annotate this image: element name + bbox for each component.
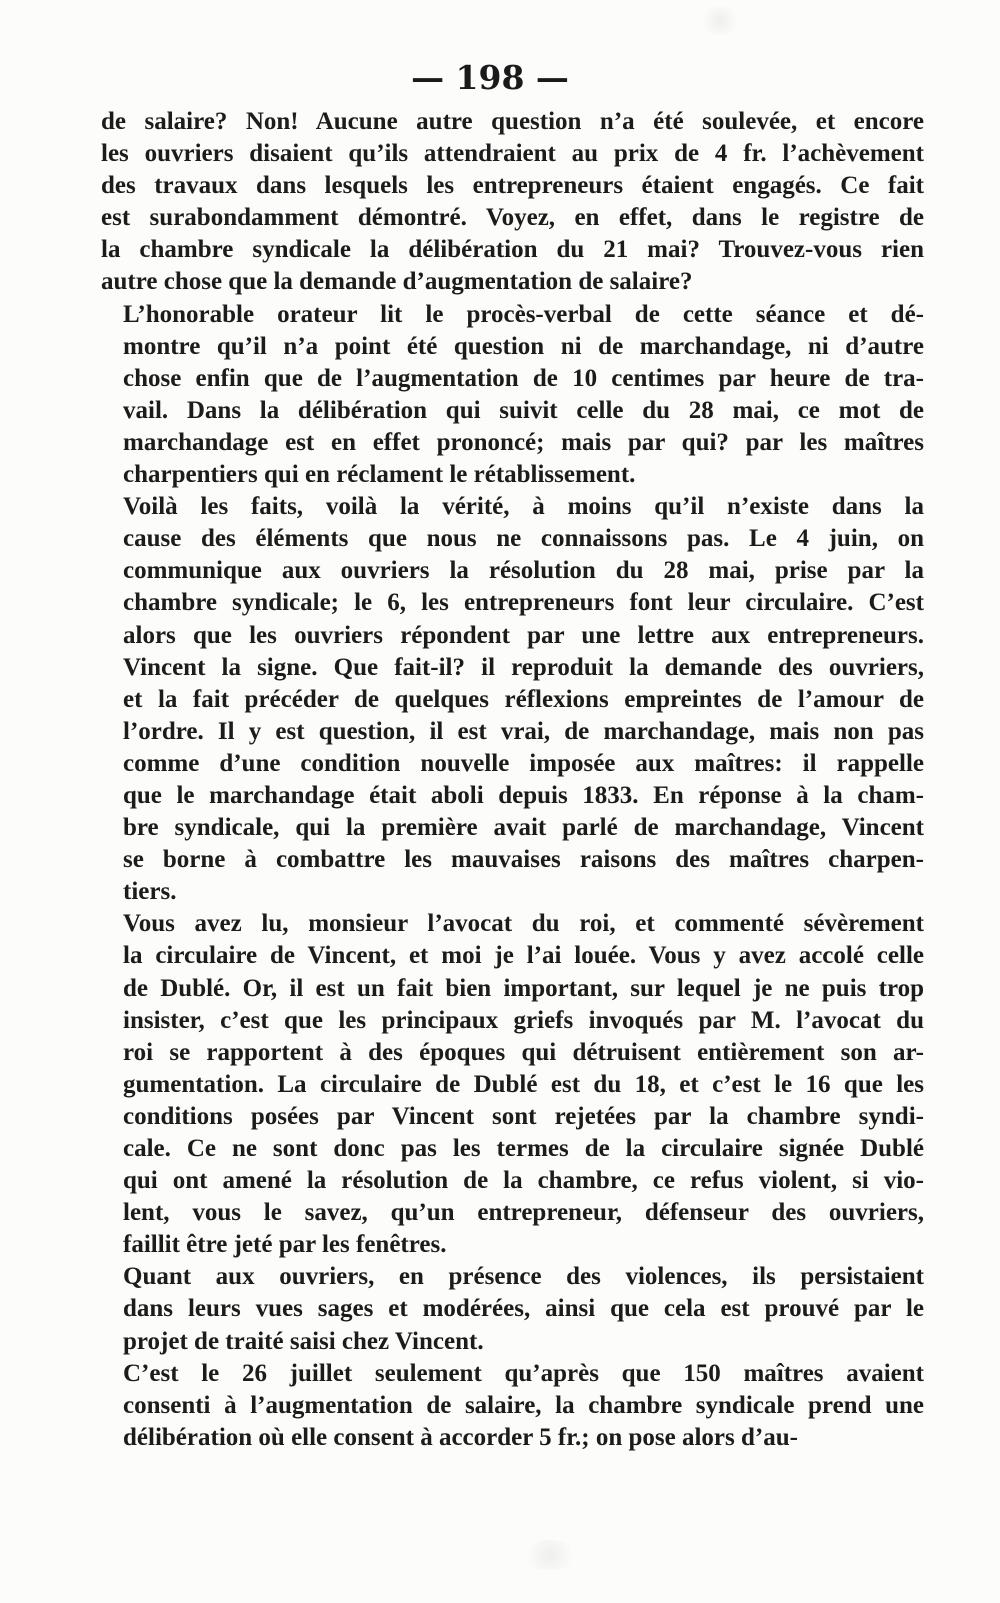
text-line: dans leurs vues sages et modérées, ainsi que cela est prouvé par le [123, 1295, 924, 1323]
text-line: Quant aux ouvriers, en présence des violences, ils persistaient [123, 1263, 924, 1291]
text-line: comme d’une condition nouvelle imposée aux maîtres: il rappelle [123, 749, 924, 777]
text-line: conditions posées par Vincent sont rejetées par la chambre syndi- [123, 1102, 924, 1130]
text-line: Vincent la signe. Que fait-il? il reproduit la demande des ouvriers, [123, 653, 924, 681]
paper-stain [520, 1540, 580, 1570]
text-line: des travaux dans lesquels les entrepreneurs étaient engagés. Ce fait [101, 172, 924, 200]
text-line: L’honorable orateur lit le procès-verbal de cette séance et dé- [123, 300, 924, 328]
text-line: de salaire? Non! Aucune autre question n’a été soulevée, et encore [101, 108, 924, 135]
text-line: l’ordre. Il y est question, il est vrai, de marchandage, mais non pas [123, 717, 924, 745]
page-number: — 198 — [411, 58, 569, 97]
text-line: se borne à combattre les mauvaises raisons des maîtres charpen- [123, 846, 924, 874]
text-line: marchandage est en effet prononcé; mais par qui? par les maîtres [123, 428, 924, 456]
paragraph [101, 491, 924, 908]
text-line: chose enfin que de l’augmentation de 10 centimes par heure de tra- [123, 364, 924, 392]
text-line: faillit être jeté par les fenêtres. [123, 1231, 447, 1259]
text-line: la chambre syndicale la délibération du 21 mai? Trouvez-vous rien [101, 236, 924, 264]
text-line: montre qu’il n’a point été question ni de marchandage, ni d’autre [123, 332, 924, 360]
text-line: qui ont amené la résolution de la chambre, ce refus violent, si vio- [123, 1167, 924, 1195]
text-line: tiers. [123, 878, 177, 906]
text-line: gumentation. La circulaire de Dublé est du 18, et c’est le 16 que les [123, 1070, 924, 1098]
paragraph [101, 299, 924, 492]
paper-stain [700, 6, 740, 36]
text-line: chambre syndicale; le 6, les entrepreneurs font leur circulaire. C’est [123, 589, 924, 617]
text-line: est surabondamment démontré. Voyez, en effet, dans le registre de [101, 204, 924, 232]
text-line: délibération où elle consent à accorder 5 fr.; on pose alors d’au- [123, 1423, 798, 1451]
paragraph [101, 908, 924, 1261]
text-line: consenti à l’augmentation de salaire, la chambre syndicale prend une [123, 1391, 924, 1419]
body-text [101, 106, 924, 1454]
text-line: roi se rapportent à des époques qui détruisent entièrement son ar- [123, 1038, 924, 1066]
text-line: projet de traité saisi chez Vincent. [123, 1327, 484, 1355]
text-line: de Dublé. Or, il est un fait bien important, sur lequel je ne puis trop [123, 974, 924, 1002]
paragraph [101, 1261, 924, 1357]
text-line: les ouvriers disaient qu’ils attendraient au prix de 4 fr. l’achèvement [101, 140, 924, 168]
text-line: autre chose que la demande d’augmentation de salaire? [101, 268, 693, 296]
text-line: alors que les ouvriers répondent par une lettre aux entrepreneurs. [123, 621, 924, 649]
text-line: et la fait précéder de quelques réflexions empreintes de l’amour de [123, 685, 924, 713]
text-line: charpentiers qui en réclament le rétablissement. [123, 461, 636, 489]
paragraph [101, 106, 924, 299]
text-line: cale. Ce ne sont donc pas les termes de la circulaire signée Dublé [123, 1135, 924, 1162]
text-line: Voilà les faits, voilà la vérité, à moins qu’il n’existe dans la [123, 493, 924, 521]
text-line: cause des éléments que nous ne connaissons pas. Le 4 juin, on [123, 525, 924, 553]
text-line: vail. Dans la délibération qui suivit celle du 28 mai, ce mot de [123, 396, 924, 424]
text-line: bre syndicale, qui la première avait parlé de marchandage, Vincent [123, 814, 924, 842]
text-line: C’est le 26 juillet seulement qu’après que 150 maîtres avaient [123, 1359, 924, 1387]
text-line: la circulaire de Vincent, et moi je l’ai louée. Vous y avez accolé celle [123, 942, 924, 970]
text-line: lent, vous le savez, qu’un entrepreneur, défenseur des ouvriers, [123, 1199, 924, 1227]
text-line: que le marchandage était aboli depuis 1833. En réponse à la cham- [123, 781, 924, 809]
text-line: Vous avez lu, monsieur l’avocat du roi, et commenté sévèrement [123, 910, 924, 938]
paragraph [101, 1358, 924, 1454]
text-line: communique aux ouvriers la résolution du 28 mai, prise par la [123, 557, 924, 585]
text-line: insister, c’est que les principaux griefs invoqués par M. l’avocat du [123, 1006, 924, 1034]
